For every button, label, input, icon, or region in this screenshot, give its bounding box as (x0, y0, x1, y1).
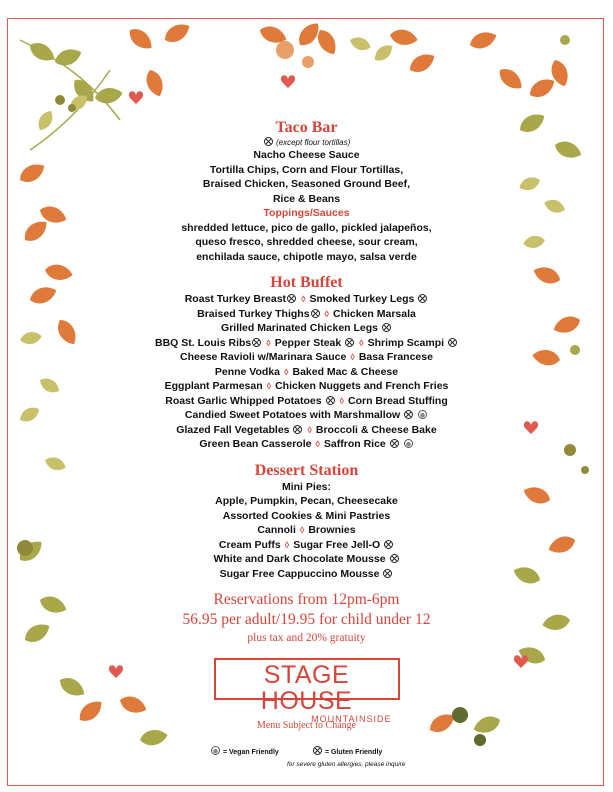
gluten-free-icon (311, 309, 320, 318)
diamond-separator-icon: ◊ (324, 308, 329, 319)
taco-bar-title: Taco Bar (275, 119, 338, 136)
diamond-separator-icon: ◊ (359, 337, 364, 348)
pies: Apple, Pumpkin, Pecan, Cheesecake (215, 495, 398, 507)
diamond-separator-icon: ◊ (315, 439, 320, 449)
tax-gratuity: plus tax and 20% gratuity (247, 632, 366, 644)
vegan-icon (418, 410, 427, 419)
buffet-row: Cheese Ravioli w/Marinara Sauce ◊ Basa Francese (180, 351, 433, 363)
vegan-icon (211, 746, 220, 755)
legend-gluten: = Gluten Friendly (312, 746, 382, 756)
gluten-free-icon (382, 323, 391, 332)
buffet-row: Grilled Marinated Chicken Legs (100, 321, 513, 336)
buffet-row: Candied Sweet Potatoes with Marshmallow (100, 408, 513, 423)
toppings-line-1: shredded lettuce, pico de gallo, pickled jalapeños, (181, 221, 432, 234)
buffet-row: Glazed Fall Vegetables ◊ Broccoli & Cheese Bake (176, 423, 437, 436)
dessert-row: Cream Puffs ◊ Sugar Free Jell-O (100, 538, 513, 553)
diamond-separator-icon: ◊ (307, 424, 312, 435)
gluten-free-icon (383, 569, 392, 578)
diamond-separator-icon: ◊ (284, 539, 290, 550)
gluten-free-icon (390, 439, 399, 448)
menu-subject-to-change: Menu Subject to Change (256, 720, 357, 731)
buffet-row: Roast Turkey Breast ◊ Smoked Turkey Legs (100, 292, 513, 307)
gluten-free-icon (384, 540, 393, 549)
hot-buffet-title: Hot Buffet (270, 274, 343, 291)
taco-line-3: Braised Chicken, Seasoned Ground Beef, (202, 178, 411, 190)
buffet-row: Eggplant Parmesan ◊ Chicken Nuggets and French Fries (164, 380, 449, 392)
taco-line-2: Tortilla Chips, Corn and Flour Tortillas, (209, 163, 404, 176)
diamond-separator-icon: ◊ (350, 352, 355, 362)
gluten-free-icon (264, 137, 273, 146)
stage-house-logo: STAGE HOUSE MOUNTAINSIDE (214, 658, 400, 700)
dessert-row: Sugar Free Cappuccino Mousse (100, 567, 513, 582)
diamond-separator-icon: ◊ (266, 337, 271, 348)
toppings-line-2: queso fresco, shredded cheese, sour cream, (195, 236, 418, 248)
gluten-free-icon (326, 396, 335, 405)
buffet-row: Roast Garlic Whipped Potatoes ◊ Corn Bread Stuffing (165, 394, 448, 407)
taco-line-4: Rice & Beans (272, 192, 341, 205)
gluten-free-icon (345, 338, 354, 347)
toppings-title: Toppings/Sauces (263, 207, 350, 219)
buffet-row: Braised Turkey Thighs ◊ Chicken Marsala (197, 307, 416, 320)
gluten-free-icon (390, 554, 399, 563)
buffet-row: Penne Vodka ◊ Baked Mac & Cheese (214, 365, 399, 378)
buffet-row: Green Bean Casserole ◊ Saffron Rice (100, 437, 513, 452)
diamond-separator-icon: ◊ (284, 366, 289, 377)
buffet-row: BBQ St. Louis Ribs ◊ Pepper Steak ◊ Shrimp Scampi (100, 336, 513, 351)
gluten-free-icon (404, 410, 413, 419)
vegan-icon (404, 439, 413, 448)
cookies: Assorted Cookies & Mini Pastries (222, 509, 391, 522)
diamond-separator-icon: ◊ (301, 294, 306, 304)
menu-content (100, 118, 513, 731)
toppings-line-3: enchilada sauce, chipotle mayo, salsa verde (196, 250, 417, 263)
diamond-separator-icon: ◊ (299, 525, 305, 535)
gluten-free-icon (287, 294, 296, 303)
gluten-free-icon (313, 746, 322, 755)
dessert-row: White and Dark Chocolate Mousse (100, 552, 513, 567)
gluten-free-icon (252, 338, 261, 347)
dessert-row: Cannoli ◊ Brownies (257, 524, 356, 536)
diamond-separator-icon: ◊ (339, 395, 344, 406)
gluten-free-icon (418, 294, 427, 303)
reservation-hours: Reservations from 12pm-6pm (213, 591, 400, 608)
gluten-free-icon (448, 338, 457, 347)
dessert-title: Dessert Station (254, 461, 359, 479)
taco-line-1: Nacho Cheese Sauce (253, 149, 360, 161)
mini-pies: Mini Pies: (281, 480, 331, 493)
gluten-free-icon (293, 425, 302, 434)
taco-bar-note: (except flour tortillas) (100, 137, 513, 148)
pricing: 56.95 per adult/19.95 for child under 12 (182, 611, 431, 628)
diamond-separator-icon: ◊ (266, 381, 272, 391)
legend-vegan: = Vegan Friendly (210, 746, 279, 756)
allergy-note: for severe gluten allergies, please inquire (287, 761, 406, 768)
